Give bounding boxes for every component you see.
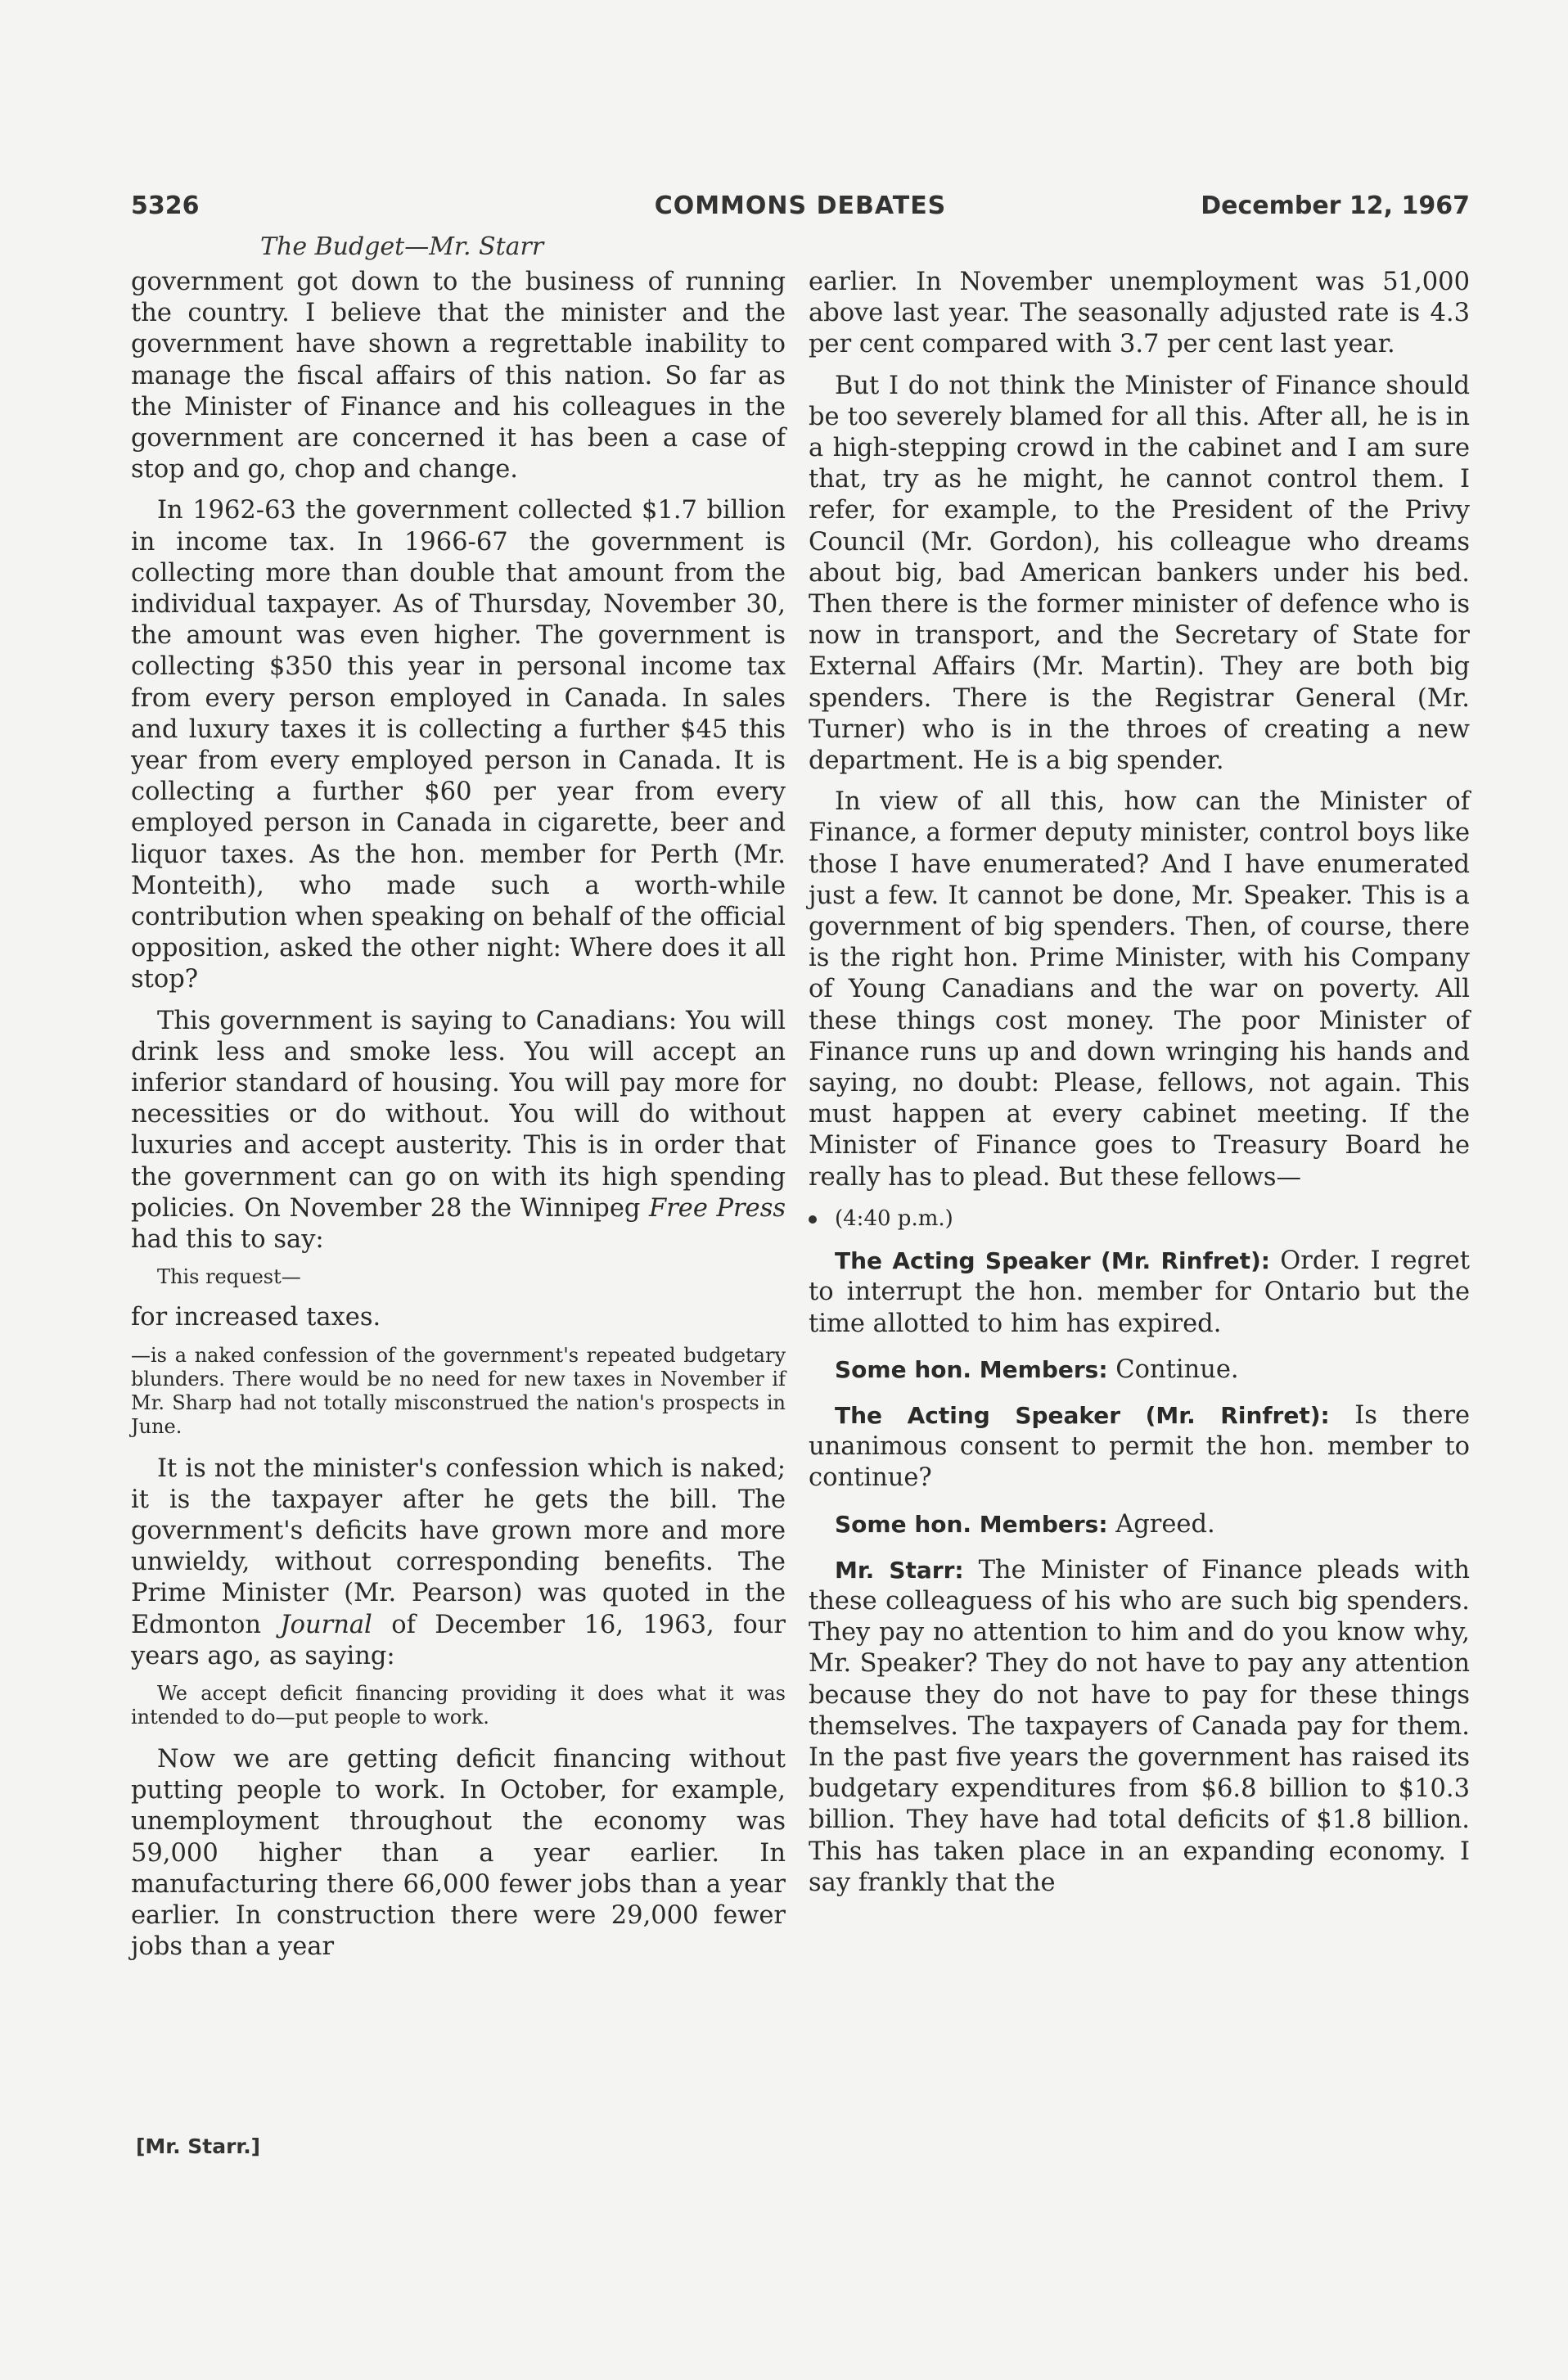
right-column [809, 267, 1470, 1909]
paragraph: This government is saying to Canadians: You will drink less and smoke less. You will accept an inferior standard of housing. You will pay more for necessities or do without. You will do without luxuries and accept austerity. This is in order that the government can go on with its high spending policies. On November 28 the Winnipeg Free Press had this to say: [131, 1006, 786, 1255]
issue-date: December 12, 1967 [1201, 192, 1470, 220]
paragraph: In view of all this, how can the Minister of Finance, a former deputy minister, control boys like those I have enumerated? And I have enumerated just a few. It cannot be done, Mr. Speaker. This is a government of big spenders. Then, of course, there is the right hon. Prime Minister, with his Company of Young Canadians and the war on poverty. All these things cost money. The poor Minister of Finance runs up and down wringing his hands and saying, no doubt: Please, fellows, not again. This must happen at every cabinet meeting. If the Minister of Finance goes to Treasury Board he really has to plead. But these fellows— [809, 787, 1470, 1192]
publication-title: COMMONS DEBATES [654, 192, 947, 220]
left-column [131, 267, 786, 1972]
speaker-entry: Mr. Starr: The Minister of Finance pleads with these colleaguess of his who are such big spenders. They pay no attention to him and do you know why, Mr. Speaker? They do not have to pay any attention because they do not have to pay for these things themselves. The taxpayers of Canada pay for them. In the past five years the government has raised its budgetary expenditures from $6.8 billion to $10.3 billion. They have had total deficits of $1.8 billion. This has taken place in an expanding economy. I say frankly that the [809, 1555, 1471, 1897]
paragraph: In 1962-63 the government collected $1.7 billion in income tax. In 1966-67 the government is collecting more than double that amount from the individual taxpayer. As of Thursday, November 30, the amount was even higher. The government is collecting $350 this year in personal income tax from every person employed in Canada. In sales and luxury taxes it is collecting a further $45 this year from every employed person in Canada. It is collecting a further $60 per year from every employed person in Canada in cigarette, beer and liquor taxes. As the hon. member for Perth (Mr. Monteith), who made such a worth-while contribution when speaking on behalf of the official opposition, asked the other night: Where does it all stop? [131, 496, 786, 994]
running-subheading: The Budget—Mr. Starr [260, 232, 544, 261]
speaker-name: Some hon. Members: [835, 1510, 1108, 1538]
page-header [131, 192, 1470, 232]
block-quote: —is a naked confession of the government's repeated budgetary blunders. There would be no need for new taxes in November if Mr. Sharp had not totally misconstrued the nation's prospects in June. [131, 1343, 786, 1438]
time-stamp: (4:40 p.m.) [809, 1203, 1470, 1234]
block-quote: We accept deficit financing providing it does what it was intended to do—put people to work. [131, 1681, 786, 1729]
paragraph: government got down to the business of running the country. I believe that the minister and the government have shown a regrettable inability to manage the fiscal affairs of this nation. So far as the Minister of Finance and his colleagues in the government are concerned it has been a case of stop and go, chop and change. [131, 268, 786, 485]
paragraph: earlier. In November unemployment was 51,000 above last year. The seasonally adjusted rate is 4.3 per cent compared with 3.7 per cent last year. [809, 268, 1470, 359]
footer-speaker-note: [Mr. Starr.] [136, 2134, 261, 2158]
paragraph: It is not the minister's confession which is naked; it is the taxpayer after he gets the bill. The government's deficits have grown more and more unwieldy, without corresponding benefits. The Prime Minister (Mr. Pearson) was quoted in the Edmonton Journal of December 16, 1963, four years ago, as saying: [131, 1454, 786, 1670]
speaker-name: The Acting Speaker (Mr. Rinfret): [835, 1247, 1270, 1275]
paragraph: for increased taxes. [131, 1303, 381, 1332]
bullet-icon [809, 1215, 817, 1224]
block-quote: This request— [157, 1265, 301, 1289]
newspaper-name: Free Press [649, 1193, 786, 1223]
speaker-entry: Some hon. Members: Continue. [835, 1355, 1239, 1384]
speaker-name: Some hon. Members: [835, 1355, 1108, 1383]
speaker-name: Mr. Starr: [835, 1556, 964, 1584]
page-number: 5326 [131, 192, 200, 220]
speaker-entry: Some hon. Members: Agreed. [835, 1509, 1215, 1539]
speaker-entry: The Acting Speaker (Mr. Rinfret): Order. I regret to interrupt the hon. member for Ontario but the time allotted to him has expired. [809, 1246, 1470, 1338]
paragraph: But I do not think the Minister of Finance should be too severely blamed for all this. After all, he is in a high-stepping crowd in the cabinet and I am sure that, try as he might, he cannot control them. I refer, for example, to the President of the Privy Council (Mr. Gordon), his colleague who dreams about big, bad American bankers under his bed. Then there is the former minister of defence who is now in transport, and the Secretary of State for External Affairs (Mr. Martin). They are both big spenders. There is the Registrar General (Mr. Turner) who is in the throes of creating a new department. He is a big spender. [809, 371, 1470, 776]
newspaper-name: Journal [280, 1610, 372, 1639]
paragraph: Now we are getting deficit financing without putting people to work. In October, for example, unemployment throughout the economy was 59,000 higher than a year earlier. In manufacturing there 66,000 fewer jobs than a year earlier. In construction there were 29,000 fewer jobs than a year [131, 1744, 786, 1962]
speaker-entry: The Acting Speaker (Mr. Rinfret): Is there unanimous consent to permit the hon. member to continue? [809, 1400, 1471, 1493]
speaker-name: The Acting Speaker (Mr. Rinfret): [835, 1401, 1330, 1429]
